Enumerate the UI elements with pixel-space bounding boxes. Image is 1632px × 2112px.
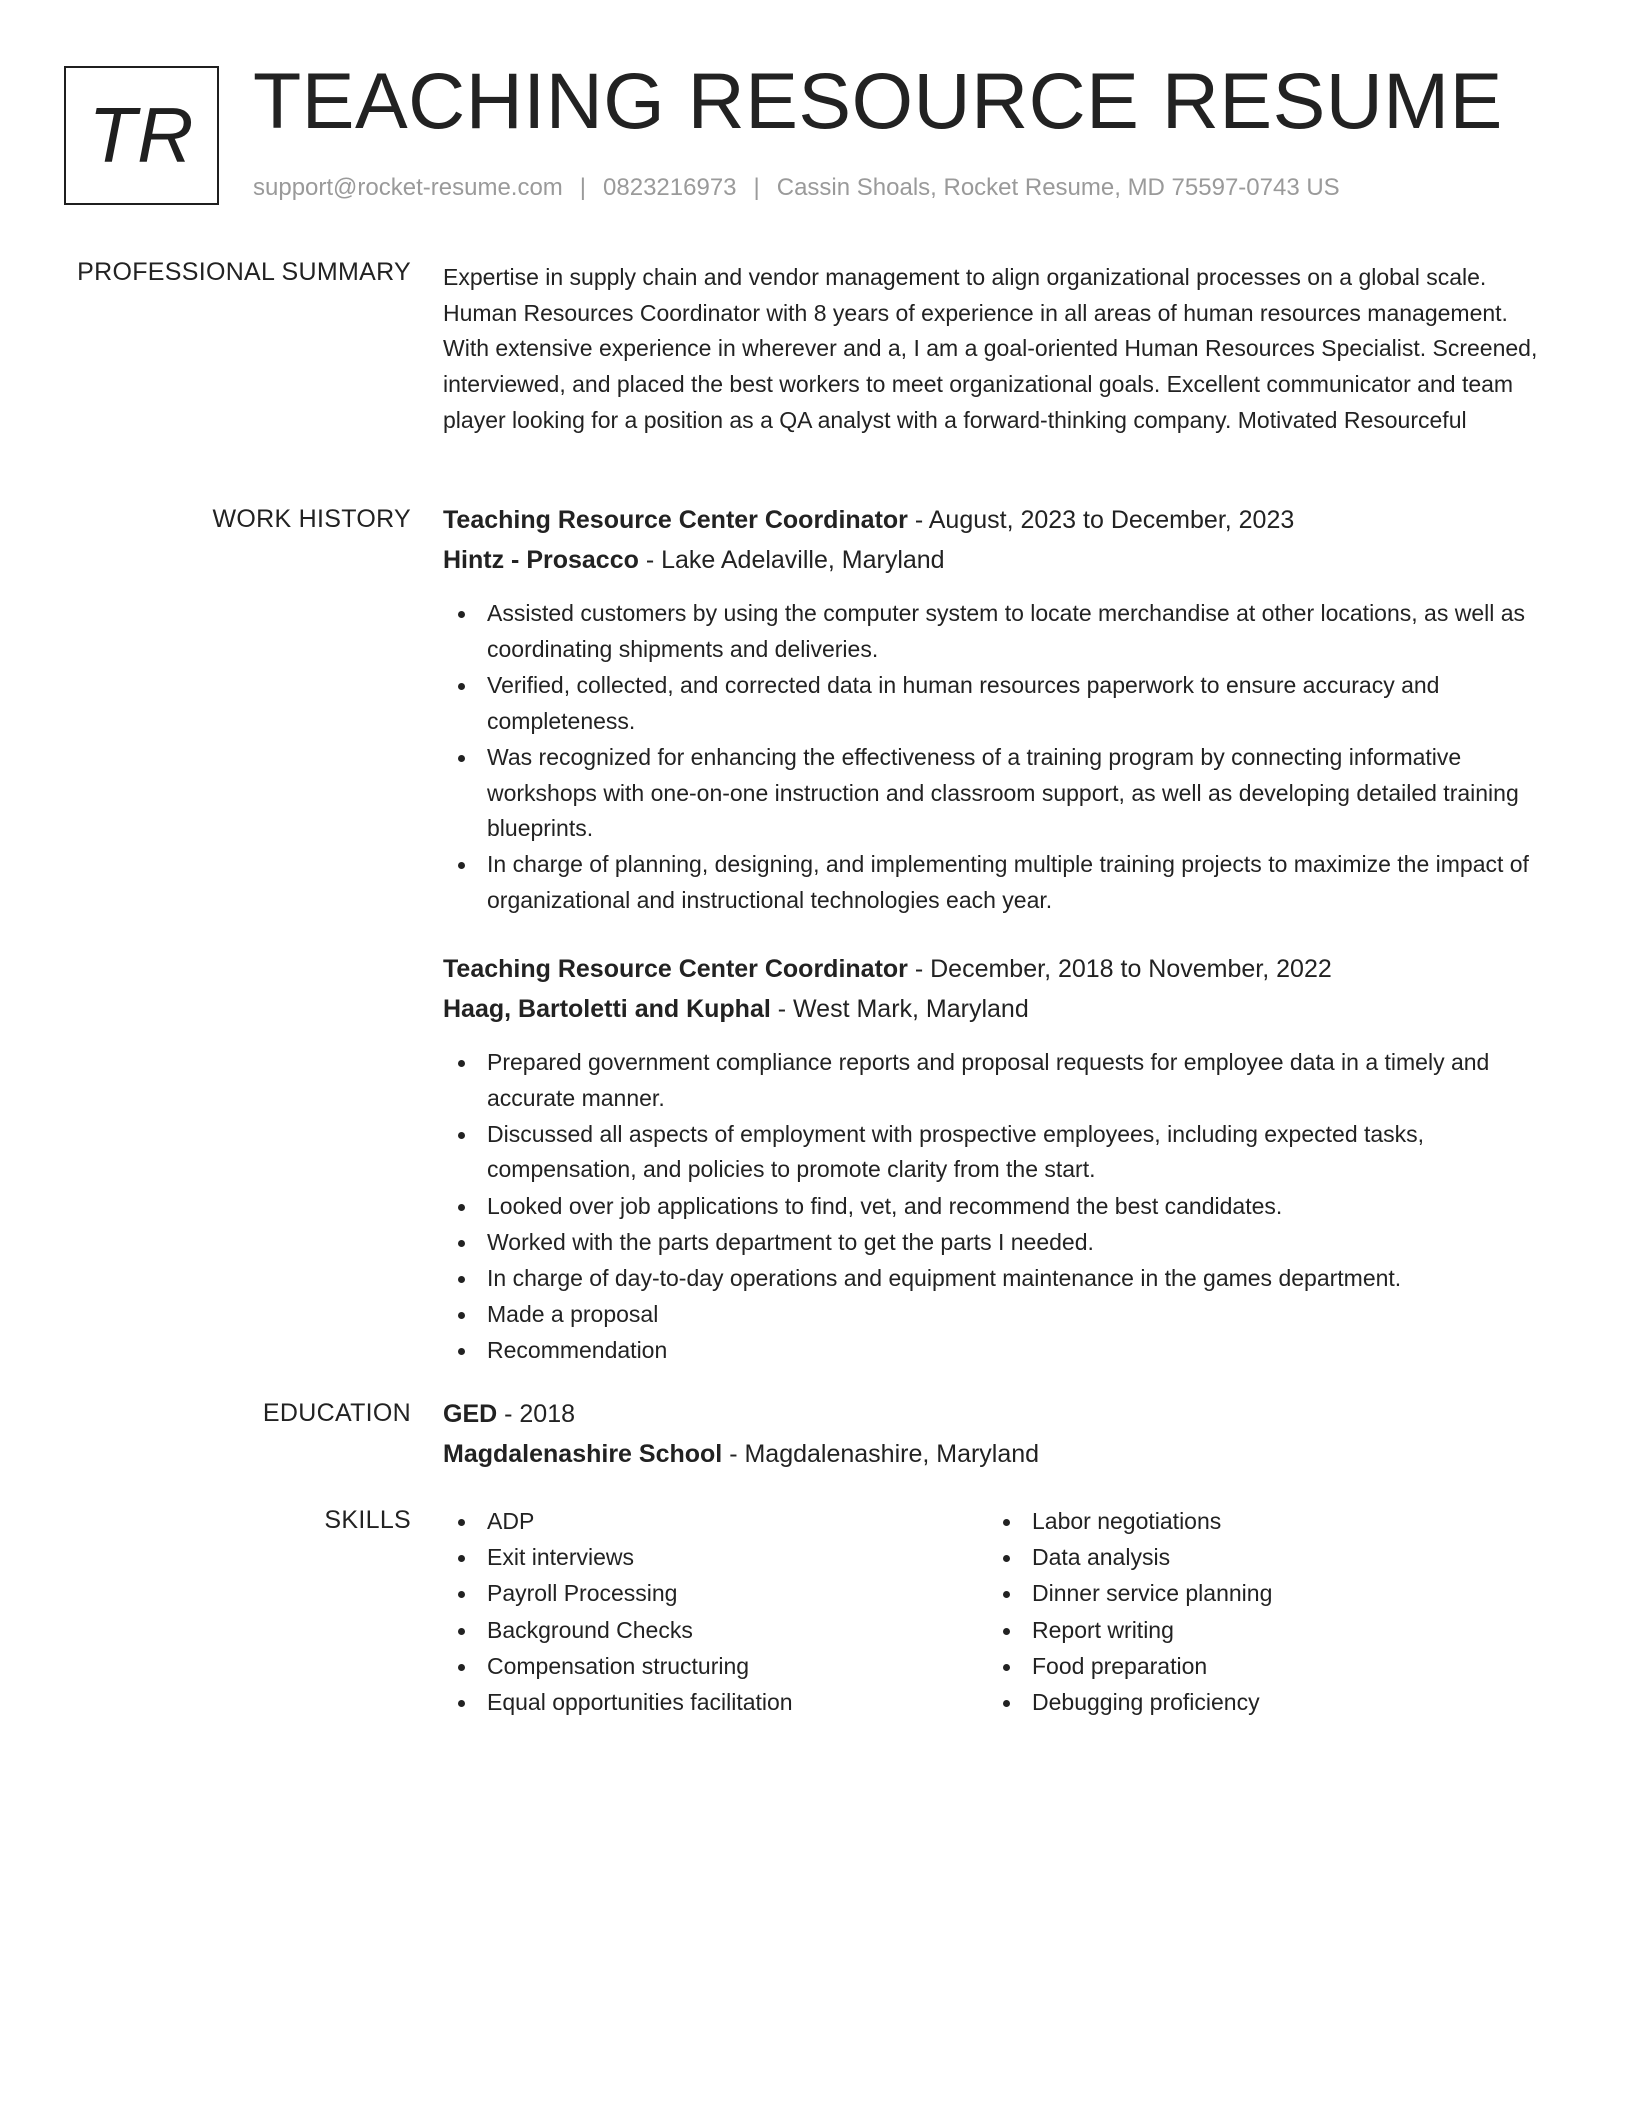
skills-column-right <box>988 1504 1488 1721</box>
skill-item: Compensation structuring <box>443 1649 943 1685</box>
skills-list-right <box>988 1504 1488 1721</box>
contact-separator: | <box>753 174 760 201</box>
contact-email: support@rocket-resume.com <box>253 174 563 201</box>
education-year: - 2018 <box>497 1400 576 1428</box>
contact-line <box>253 174 1340 202</box>
job-bullet: Made a proposal <box>443 1297 1553 1333</box>
skill-item: Food preparation <box>988 1649 1488 1685</box>
job-entry <box>443 949 1553 1369</box>
work-history-body <box>443 505 1553 1370</box>
education-location: - Magdalenashire, Maryland <box>722 1440 1040 1468</box>
job-company-line <box>443 989 1553 1029</box>
job-title-line <box>443 949 1553 989</box>
skill-item: ADP <box>443 1504 943 1540</box>
education-school-line <box>443 1434 1553 1474</box>
summary-body <box>443 258 1553 439</box>
skill-item: Payroll Processing <box>443 1576 943 1612</box>
contact-phone: 0823216973 <box>603 174 737 201</box>
job-bullet: Was recognized for enhancing the effectiveness of a training program by connecting informative workshops with one-on-one instruction and classroom support, as well as developing detailed training blueprints. <box>443 740 1553 847</box>
contact-address: Cassin Shoals, Rocket Resume, MD 75597-0743 US <box>776 174 1340 201</box>
skill-item: Dinner service planning <box>988 1576 1488 1612</box>
skill-item: Debugging proficiency <box>988 1685 1488 1721</box>
skills-column-left <box>443 1504 943 1721</box>
job-bullet: Assisted customers by using the computer system to locate merchandise at other locations, as well as coordinating shipments and deliveries. <box>443 596 1553 667</box>
job-bullet: Looked over job applications to find, vet, and recommend the best candidates. <box>443 1189 1553 1225</box>
skill-item: Equal opportunities facilitation <box>443 1685 943 1721</box>
job-title: Teaching Resource Center Coordinator <box>443 954 908 983</box>
job-bullet: Verified, collected, and corrected data in human resources paperwork to ensure accuracy and completeness. <box>443 668 1553 739</box>
job-title-line <box>443 500 1553 540</box>
education-degree-line <box>443 1394 1553 1434</box>
section-heading-education: EDUCATION <box>262 1399 411 1427</box>
monogram-logo <box>64 66 219 205</box>
job-bullet: Worked with the parts department to get the parts I needed. <box>443 1225 1553 1261</box>
job-bullet: Recommendation <box>443 1333 1553 1369</box>
skill-item: Background Checks <box>443 1613 943 1649</box>
section-heading-skills: SKILLS <box>324 1506 411 1534</box>
job-bullet-list <box>443 1045 1553 1369</box>
job-company-line <box>443 540 1553 580</box>
education-degree: GED <box>443 1400 498 1428</box>
skill-item: Labor negotiations <box>988 1504 1488 1540</box>
job-dates: - December, 2018 to November, 2022 <box>907 954 1332 983</box>
job-bullet: Discussed all aspects of employment with prospective employees, including expected tasks, compensation, and policies to promote clarity from the start. <box>443 1117 1553 1188</box>
job-entry <box>443 500 1553 919</box>
section-heading-summary: PROFESSIONAL SUMMARY <box>77 258 411 286</box>
monogram-initials: TR <box>88 91 195 179</box>
summary-text: Expertise in supply chain and vendor management to align organizational processes on a global scale. Human Resources Coordinator with 8 years of experience in all areas of human resources management. With extensive experience in wherever and a, I am a goal-oriented Human Resources Specialist. Screened, interviewed, and placed the best workers to meet organizational goals. Excellent communicator and team player looking for a position as a QA analyst with a forward-thinking company. Motivated Resourceful <box>443 264 1538 433</box>
job-bullet: In charge of day-to-day operations and equipment maintenance in the games department. <box>443 1261 1553 1297</box>
resume-title: TEACHING RESOURCE RESUME <box>253 56 1503 145</box>
job-bullet: Prepared government compliance reports and proposal requests for employee data in a timely and accurate manner. <box>443 1045 1553 1116</box>
job-company: Hintz - Prosacco <box>443 546 639 574</box>
job-company: Haag, Bartoletti and Kuphal <box>443 994 771 1023</box>
skill-item: Exit interviews <box>443 1540 943 1576</box>
contact-separator: | <box>579 174 587 201</box>
job-location: - Lake Adelaville, Maryland <box>638 546 945 574</box>
section-heading-work-history: WORK HISTORY <box>212 505 411 533</box>
skills-list-left <box>443 1504 943 1721</box>
job-bullet-list <box>443 596 1553 919</box>
job-location: - West Mark, Maryland <box>770 994 1029 1023</box>
skill-item: Data analysis <box>988 1540 1488 1576</box>
job-title: Teaching Resource Center Coordinator <box>443 506 908 534</box>
skill-item: Report writing <box>988 1613 1488 1649</box>
job-bullet: In charge of planning, designing, and implementing multiple training projects to maximize the impact of organizational and instructional technologies each year. <box>443 847 1553 918</box>
education-school: Magdalenashire School <box>443 1440 723 1468</box>
education-body <box>443 1399 1553 1474</box>
job-dates: - August, 2023 to December, 2023 <box>907 506 1295 534</box>
